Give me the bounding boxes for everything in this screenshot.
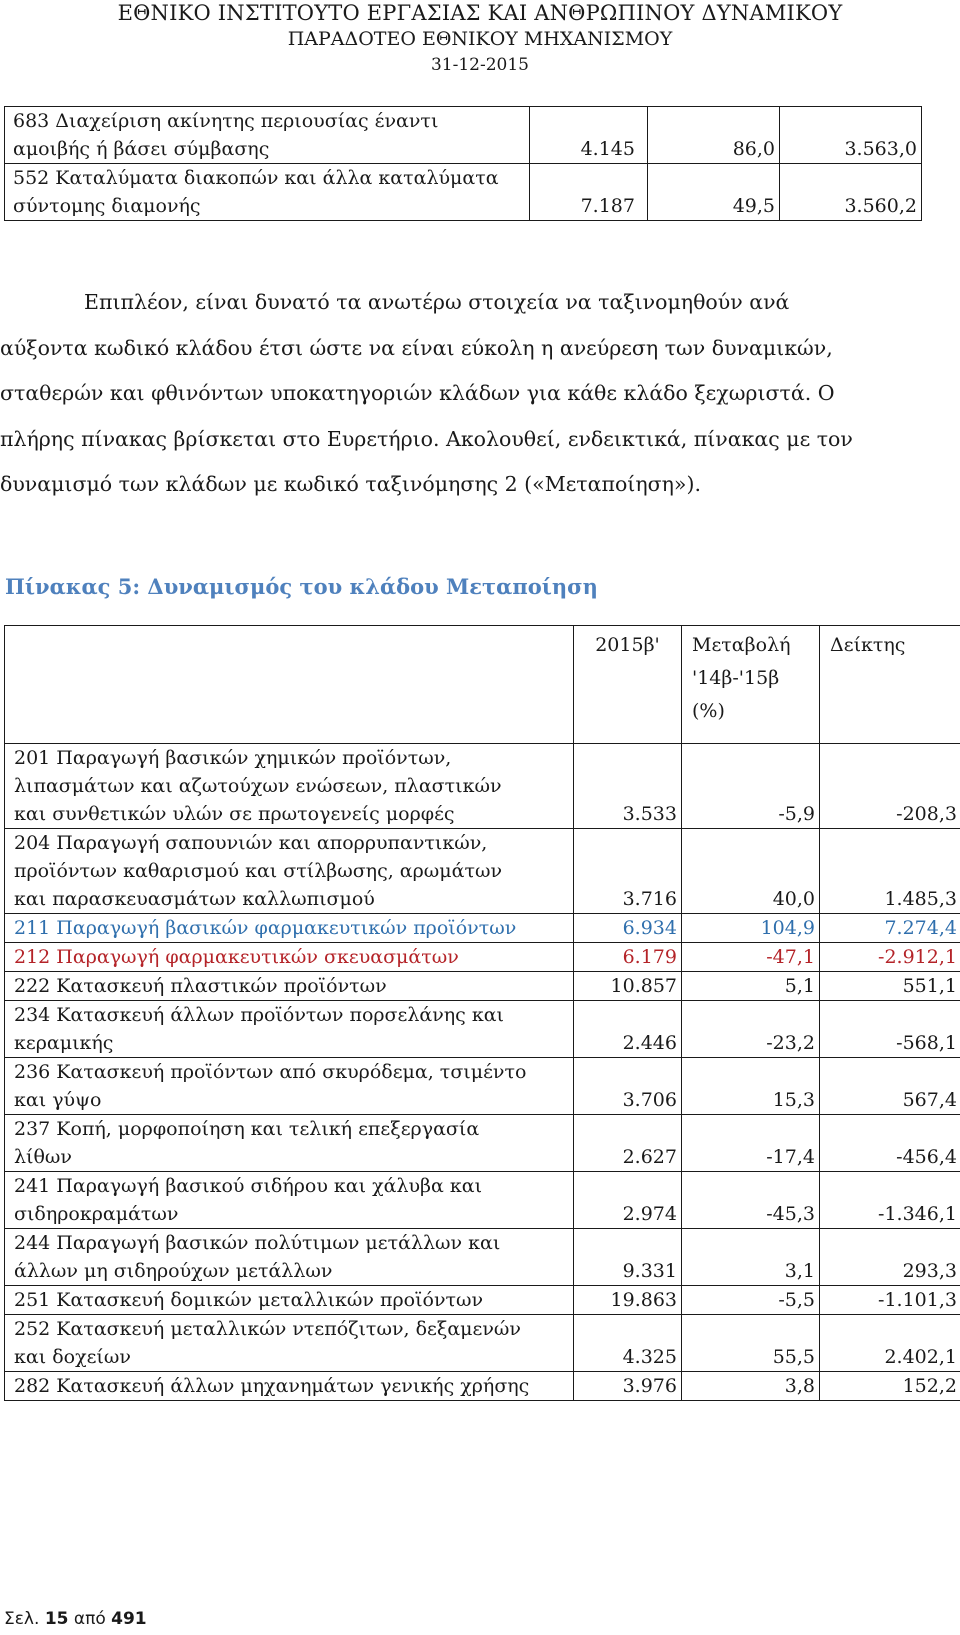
row-label-line: 237 Κοπή, μορφοποίηση και τελική επεξεργασία	[14, 1118, 480, 1140]
row-label-line: 201 Παραγωγή βασικών χημικών προϊόντων,	[14, 747, 452, 769]
paragraph-line: αύξοντα κωδικό κλάδου έτσι ώστε να είναι εύκολη η ανεύρεση των δυναμικών,	[0, 335, 833, 360]
table-row	[5, 164, 922, 221]
top-table	[4, 106, 922, 221]
row-label-line: 204 Παραγωγή σαπουνιών και απορρυπαντικών,	[14, 832, 488, 854]
row-label-line: λιπασμάτων και αζωτούχων ενώσεων, πλαστικών	[14, 775, 502, 797]
cell-change: -5,5	[682, 1286, 820, 1315]
cell-index: 2.402,1	[820, 1315, 960, 1372]
row-label	[5, 1058, 574, 1115]
org-header: ΕΘΝΙΚΟ ΙΝΣΤΙΤΟΥΤΟ ΕΡΓΑΣΙΑΣ ΚΑΙ ΑΝΘΡΩΠΙΝΟΥ ΔΥΝΑΜΙΚΟΥ	[117, 1, 843, 25]
table-caption: Πίνακας 5: Δυναμισμός του κλάδου Μεταποίηση	[5, 574, 598, 599]
cell-index: 293,3	[820, 1229, 960, 1286]
table-row	[5, 107, 922, 164]
row-label-line: 236 Κατασκευή προϊόντων από σκυρόδεμα, τσιμέντο	[14, 1061, 527, 1083]
cell-index: -1.101,3	[820, 1286, 960, 1315]
row-label-line: και δοχείων	[14, 1346, 131, 1368]
header-2015: 2015β'	[574, 626, 682, 744]
table-row	[5, 1372, 960, 1401]
row-label-line: 222 Κατασκευή πλαστικών προϊόντων	[14, 975, 387, 997]
cell-change: -47,1	[682, 943, 820, 972]
cell-index: 3.563,0	[780, 107, 922, 164]
row-label-line: 244 Παραγωγή βασικών πολύτιμων μετάλλων και	[14, 1232, 501, 1254]
row-label-line: κεραμικής	[14, 1032, 114, 1054]
cell-index: -2.912,1	[820, 943, 960, 972]
cell-v2015: 3.976	[574, 1372, 682, 1401]
footer-prefix: Σελ.	[4, 1609, 40, 1629]
row-label	[5, 1229, 574, 1286]
body-paragraph	[0, 280, 920, 508]
cell-index: 152,2	[820, 1372, 960, 1401]
cell-index: 3.560,2	[780, 164, 922, 221]
cell-change: 104,9	[682, 914, 820, 943]
cell-v2015: 3.533	[574, 744, 682, 829]
row-label-line: 282 Κατασκευή άλλων μηχανημάτων γενικής χρήσης	[14, 1375, 530, 1397]
cell-change: 40,0	[682, 829, 820, 914]
cell-v2015: 2.974	[574, 1172, 682, 1229]
row-label	[5, 1372, 574, 1401]
row-label-line: άλλων μη σιδηρούχων μετάλλων	[14, 1260, 333, 1282]
footer-page-number: 15	[44, 1609, 69, 1629]
table-row	[5, 943, 960, 972]
cell-change: 86,0	[648, 107, 780, 164]
row-label-line: 211 Παραγωγή βασικών φαρμακευτικών προϊόντων	[14, 917, 517, 939]
row-label-line: 552 Καταλύματα διακοπών και άλλα καταλύματα	[13, 167, 499, 189]
table-row	[5, 1001, 960, 1058]
cell-index: -1.346,1	[820, 1172, 960, 1229]
main-table	[4, 625, 960, 1401]
cell-index: -568,1	[820, 1001, 960, 1058]
row-label-line: 234 Κατασκευή άλλων προϊόντων πορσελάνης και	[14, 1004, 505, 1026]
row-label	[5, 1315, 574, 1372]
row-label-line: και γύψο	[14, 1089, 102, 1111]
table-row	[5, 1315, 960, 1372]
row-label	[5, 1172, 574, 1229]
table-row	[5, 1286, 960, 1315]
cell-v2015: 7.187	[530, 164, 648, 221]
deliverable-header: ΠΑΡΑΔΟΤΕΟ ΕΘΝΙΚΟΥ ΜΗΧΑΝΙΣΜΟΥ	[287, 28, 673, 50]
row-label	[5, 943, 574, 972]
row-label	[5, 107, 530, 164]
row-label-line: σιδηροκραμάτων	[14, 1203, 179, 1225]
footer-total-pages: 491	[111, 1609, 147, 1629]
row-label-line: 241 Παραγωγή βασικού σιδήρου και χάλυβα και	[14, 1175, 483, 1197]
footer-of: από	[73, 1609, 106, 1629]
row-label-line: 683 Διαχείριση ακίνητης περιουσίας έναντι	[13, 110, 439, 132]
row-label-line: και παρασκευασμάτων καλλωπισμού	[14, 888, 375, 910]
header-change-line: Μεταβολή	[692, 634, 791, 656]
cell-change: -5,9	[682, 744, 820, 829]
row-label	[5, 914, 574, 943]
row-label-line: αμοιβής ή βάσει σύμβασης	[13, 138, 270, 160]
cell-v2015: 10.857	[574, 972, 682, 1001]
cell-v2015: 3.716	[574, 829, 682, 914]
paragraph-line: πλήρης πίνακας βρίσκεται στο Ευρετήριο. Ακολουθεί, ενδεικτικά, πίνακας με τον	[0, 426, 853, 451]
row-label	[5, 1001, 574, 1058]
paragraph-line: σταθερών και φθινόντων υποκατηγοριών κλάδων για κάθε κλάδο ξεχωριστά. Ο	[0, 381, 835, 405]
cell-change: 15,3	[682, 1058, 820, 1115]
table-row	[5, 829, 960, 914]
cell-change: -23,2	[682, 1001, 820, 1058]
cell-change: -45,3	[682, 1172, 820, 1229]
row-label	[5, 744, 574, 829]
table-header-row	[5, 626, 960, 744]
table-row	[5, 914, 960, 943]
header-change	[682, 626, 820, 744]
paragraph-line: Επιπλέον, είναι δυνατό τα ανωτέρω στοιχεία να ταξινομηθούν ανά	[84, 290, 790, 314]
table-row	[5, 1058, 960, 1115]
cell-v2015: 6.179	[574, 943, 682, 972]
table-row	[5, 1229, 960, 1286]
row-label-line: λίθων	[14, 1146, 72, 1168]
cell-index: 7.274,4	[820, 914, 960, 943]
row-label-line: σύντομης διαμονής	[13, 195, 201, 217]
cell-change: 49,5	[648, 164, 780, 221]
cell-change: 3,1	[682, 1229, 820, 1286]
cell-index: -208,3	[820, 744, 960, 829]
table-row	[5, 1115, 960, 1172]
row-label	[5, 164, 530, 221]
row-label-line: 212 Παραγωγή φαρμακευτικών σκευασμάτων	[14, 946, 459, 968]
cell-v2015: 2.627	[574, 1115, 682, 1172]
page-footer	[4, 1609, 147, 1629]
row-label-line: και συνθετικών υλών σε πρωτογενείς μορφές	[14, 803, 455, 825]
cell-v2015: 2.446	[574, 1001, 682, 1058]
cell-v2015: 19.863	[574, 1286, 682, 1315]
header-index: Δείκτης	[820, 626, 960, 744]
cell-v2015: 4.145	[530, 107, 648, 164]
table-row	[5, 744, 960, 829]
row-label	[5, 829, 574, 914]
cell-index: 551,1	[820, 972, 960, 1001]
cell-index: 1.485,3	[820, 829, 960, 914]
row-label-line: 251 Κατασκευή δομικών μεταλλικών προϊόντων	[14, 1289, 484, 1311]
header-change-line: (%)	[692, 700, 725, 722]
cell-change: 55,5	[682, 1315, 820, 1372]
cell-index: -456,4	[820, 1115, 960, 1172]
paragraph-line: δυναμισμό των κλάδων με κωδικό ταξινόμησης 2 («Μεταποίηση»).	[0, 472, 701, 496]
cell-change: 3,8	[682, 1372, 820, 1401]
row-label-line: 252 Κατασκευή μεταλλικών ντεπόζιτων, δεξαμενών	[14, 1318, 521, 1340]
table-row	[5, 972, 960, 1001]
cell-change: 5,1	[682, 972, 820, 1001]
cell-v2015: 4.325	[574, 1315, 682, 1372]
cell-v2015: 6.934	[574, 914, 682, 943]
header-empty-cell	[5, 626, 574, 744]
row-label	[5, 1286, 574, 1315]
cell-change: -17,4	[682, 1115, 820, 1172]
row-label	[5, 1115, 574, 1172]
row-label-line: προϊόντων καθαρισμού και στίλβωσης, αρωμάτων	[14, 860, 503, 882]
cell-index: 567,4	[820, 1058, 960, 1115]
date-header: 31-12-2015	[430, 55, 529, 75]
cell-v2015: 9.331	[574, 1229, 682, 1286]
cell-v2015: 3.706	[574, 1058, 682, 1115]
table-row	[5, 1172, 960, 1229]
row-label	[5, 972, 574, 1001]
header-change-line: '14β-'15β	[692, 667, 780, 689]
